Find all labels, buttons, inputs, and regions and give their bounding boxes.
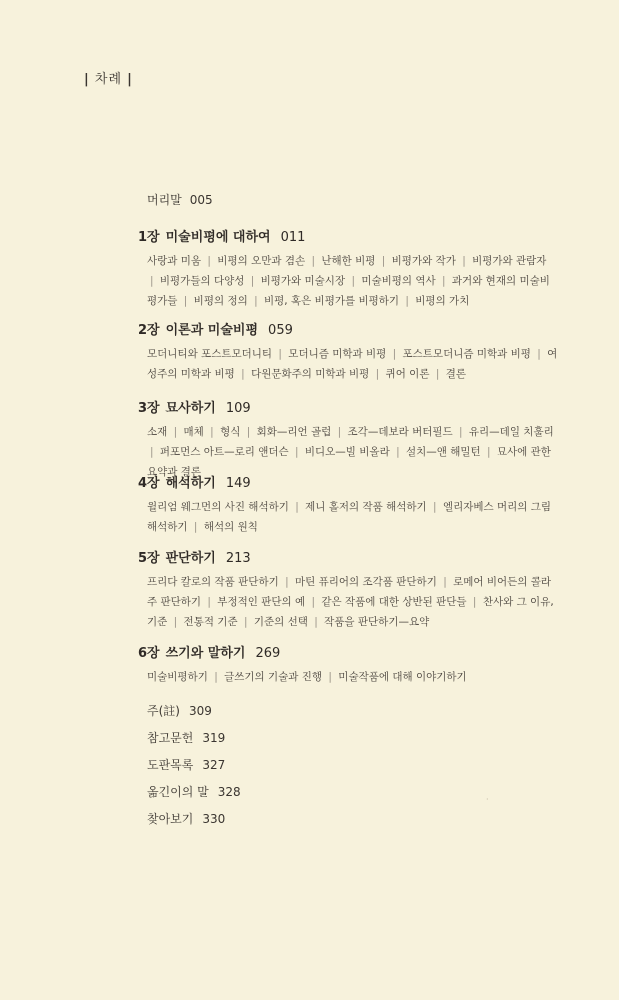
toc-chapter-2[interactable] xyxy=(138,319,558,384)
section-separator: | xyxy=(314,616,318,628)
section-item[interactable]: 미술비평하기 xyxy=(147,671,208,683)
chapter-sections xyxy=(147,344,558,384)
chapter-heading xyxy=(138,319,558,338)
section-item[interactable]: 과거와 현재의 미술비평가들 xyxy=(147,275,550,307)
section-separator: | xyxy=(285,576,289,588)
section-separator: | xyxy=(278,348,282,360)
section-separator: | xyxy=(435,368,440,380)
section-item[interactable]: 비평의 정의 xyxy=(193,295,248,307)
section-separator: | xyxy=(207,596,211,608)
chapter-page: 011 xyxy=(280,230,306,245)
section-separator: | xyxy=(150,446,154,458)
chapter-sections xyxy=(147,572,558,632)
section-separator: | xyxy=(183,295,188,307)
chapter-title: 판단하기 xyxy=(165,551,216,566)
section-item[interactable]: 로메어 비어든의 콜라주 판단하기 xyxy=(147,576,552,608)
toc-chapter-4[interactable] xyxy=(138,472,558,537)
toc-chapter-1[interactable] xyxy=(138,226,558,311)
chapter-page: 059 xyxy=(268,323,293,338)
page-title: 차례 xyxy=(94,72,123,87)
section-item[interactable]: 같은 작품에 대한 상반된 판단들 xyxy=(321,596,467,608)
section-item[interactable]: 다원문화주의 미학과 비평 xyxy=(251,368,370,380)
section-separator: | xyxy=(392,348,397,360)
section-separator: | xyxy=(351,275,355,287)
section-item[interactable]: 비평, 혹은 비평가를 비평하기 xyxy=(263,295,400,307)
chapter-title: 쓰기와 말하기 xyxy=(165,646,246,661)
section-item[interactable]: 퍼포먼스 아트—로리 앤더슨 xyxy=(159,446,289,458)
section-item[interactable]: 글쓰기의 기술과 진행 xyxy=(224,671,323,683)
section-separator: | xyxy=(214,671,218,683)
toc-entry-page: 005 xyxy=(189,193,213,207)
toc-entry-translator-note[interactable] xyxy=(147,783,241,800)
toc-entry-page: 309 xyxy=(188,704,212,718)
toc-entry-label: 찾아보기 xyxy=(147,812,194,826)
section-item[interactable]: 비평의 가치 xyxy=(415,295,470,307)
section-item[interactable]: 전통적 기준 xyxy=(183,616,238,628)
section-separator: | xyxy=(433,501,437,513)
section-item[interactable]: 작품을 판단하기—요약 xyxy=(324,616,430,628)
chapter-page: 149 xyxy=(225,476,251,491)
section-item[interactable]: 사랑과 미움 xyxy=(147,255,202,267)
toc-chapter-6[interactable] xyxy=(138,642,558,687)
section-separator: | xyxy=(459,426,463,438)
section-separator: | xyxy=(193,521,198,533)
chapter-number: 2장 xyxy=(138,323,160,338)
section-item[interactable]: 비평의 오만과 겸손 xyxy=(217,255,306,267)
section-item[interactable]: 기준의 선택 xyxy=(253,616,308,628)
toc-entry-label: 도판목록 xyxy=(147,758,194,772)
chapter-page: 269 xyxy=(255,646,281,661)
chapter-title: 이론과 미술비평 xyxy=(165,323,259,338)
toc-entry-index[interactable] xyxy=(147,810,225,827)
chapter-page: 109 xyxy=(225,401,251,416)
section-separator: | xyxy=(443,576,447,588)
section-separator: | xyxy=(375,368,380,380)
header-bar-right: | xyxy=(127,72,133,87)
chapter-title: 미술비평에 대하여 xyxy=(165,230,271,245)
toc-entry-label: 옮긴이의 말 xyxy=(147,785,209,799)
section-separator: | xyxy=(173,616,178,628)
toc-entry-label: 주(註) xyxy=(147,704,180,718)
header-bar-left: | xyxy=(84,72,90,87)
section-item[interactable]: 난해한 비평 xyxy=(321,255,376,267)
section-separator: | xyxy=(405,295,409,307)
toc-entry-page: 319 xyxy=(202,731,226,745)
section-item[interactable]: 결론 xyxy=(445,368,466,380)
section-item[interactable]: 제니 홀저의 작품 해석하기 xyxy=(305,501,427,513)
page-header xyxy=(84,68,133,87)
chapter-page: 213 xyxy=(225,551,251,566)
toc-entry-label: 머리말 xyxy=(147,193,182,207)
section-item[interactable]: 퀴어 이론 xyxy=(385,368,430,380)
section-item[interactable]: 비디오—빌 비올라 xyxy=(304,446,390,458)
section-separator: | xyxy=(311,596,316,608)
section-item[interactable]: 모더니즘 미학과 비평 xyxy=(288,348,387,360)
section-separator: | xyxy=(250,275,255,287)
section-separator: | xyxy=(295,501,299,513)
chapter-number: 3장 xyxy=(138,401,160,416)
chapter-number: 1장 xyxy=(138,230,160,245)
section-item[interactable]: 엘리자베스 머리의 그림 해석하기 xyxy=(147,501,552,533)
section-item[interactable]: 매체 xyxy=(183,426,204,438)
toc-entry-page: 328 xyxy=(217,785,241,799)
section-item[interactable]: 비평가와 관람자 xyxy=(472,255,547,267)
section-separator: | xyxy=(246,426,251,438)
section-item[interactable]: 형식 xyxy=(220,426,241,438)
chapter-number: 5장 xyxy=(138,551,160,566)
section-separator: | xyxy=(381,255,386,267)
section-item[interactable]: 미술비평의 역사 xyxy=(361,275,436,287)
section-separator: | xyxy=(396,446,400,458)
section-item[interactable]: 설치—앤 해밀턴 xyxy=(405,446,481,458)
section-item[interactable]: 조각—데보라 버터필드 xyxy=(347,426,453,438)
section-item[interactable]: 소재 xyxy=(147,426,168,438)
chapter-sections xyxy=(147,667,558,687)
section-item[interactable]: 미술작품에 대해 이야기하기 xyxy=(338,671,467,683)
chapter-heading xyxy=(138,226,558,245)
section-item[interactable]: 찬사와 그 이유, 기준 xyxy=(147,596,554,628)
chapter-sections xyxy=(147,497,558,537)
section-item[interactable]: 비평가와 작가 xyxy=(391,255,456,267)
section-separator: | xyxy=(537,348,541,360)
section-item[interactable]: 포스트모더니즘 미학과 비평 xyxy=(402,348,531,360)
section-item[interactable]: 여성주의 미학과 비평 xyxy=(147,348,558,380)
section-separator: | xyxy=(487,446,491,458)
section-item[interactable]: 유리—데일 치훌리 xyxy=(468,426,554,438)
section-item[interactable]: 모더니티와 포스트모더니티 xyxy=(147,348,273,360)
chapter-sections xyxy=(147,251,558,311)
paper-speck: · xyxy=(486,795,489,804)
section-separator: | xyxy=(210,426,214,438)
chapter-number: 4장 xyxy=(138,476,160,491)
chapter-heading xyxy=(138,642,558,661)
section-separator: | xyxy=(462,255,466,267)
chapter-heading xyxy=(138,397,558,416)
toc-chapter-5[interactable] xyxy=(138,547,558,632)
section-item[interactable]: 비평가와 미술시장 xyxy=(260,275,346,287)
section-item[interactable]: 해석의 원칙 xyxy=(203,521,258,533)
chapter-title: 묘사하기 xyxy=(165,401,216,416)
section-item[interactable]: 마틴 퓨리어의 조각품 판단하기 xyxy=(294,576,437,588)
chapter-title: 해석하기 xyxy=(165,476,216,491)
section-item[interactable]: 회화—리언 골럽 xyxy=(256,426,332,438)
section-separator: | xyxy=(294,446,299,458)
section-item[interactable]: 윌리엄 웨그먼의 사진 해석하기 xyxy=(147,501,289,513)
chapter-number: 6장 xyxy=(138,646,160,661)
section-item[interactable]: 비평가들의 다양성 xyxy=(159,275,245,287)
chapter-heading xyxy=(138,547,558,566)
section-item[interactable]: 프리다 칼로의 작품 판단하기 xyxy=(147,576,279,588)
section-separator: | xyxy=(243,616,248,628)
toc-entry-page: 330 xyxy=(202,812,226,826)
section-separator: | xyxy=(328,671,332,683)
section-separator: | xyxy=(173,426,178,438)
toc-entry-bibliography[interactable] xyxy=(147,729,225,746)
section-separator: | xyxy=(472,596,477,608)
section-item[interactable]: 묘사에 관한 요약과 결론 xyxy=(147,446,551,478)
toc-entry-label: 참고문헌 xyxy=(147,731,194,745)
section-item[interactable]: 부정적인 판단의 예 xyxy=(217,596,306,608)
toc-entry-preface[interactable] xyxy=(147,191,213,208)
toc-entry-notes[interactable] xyxy=(147,702,212,719)
section-separator: | xyxy=(254,295,258,307)
chapter-heading xyxy=(138,472,558,491)
toc-chapter-3[interactable] xyxy=(138,397,558,482)
section-separator: | xyxy=(337,426,342,438)
toc-entry-page: 327 xyxy=(202,758,226,772)
section-separator: | xyxy=(150,275,154,287)
section-separator: | xyxy=(207,255,211,267)
section-separator: | xyxy=(442,275,446,287)
section-separator: | xyxy=(241,368,245,380)
toc-entry-figures[interactable] xyxy=(147,756,225,773)
section-separator: | xyxy=(311,255,316,267)
